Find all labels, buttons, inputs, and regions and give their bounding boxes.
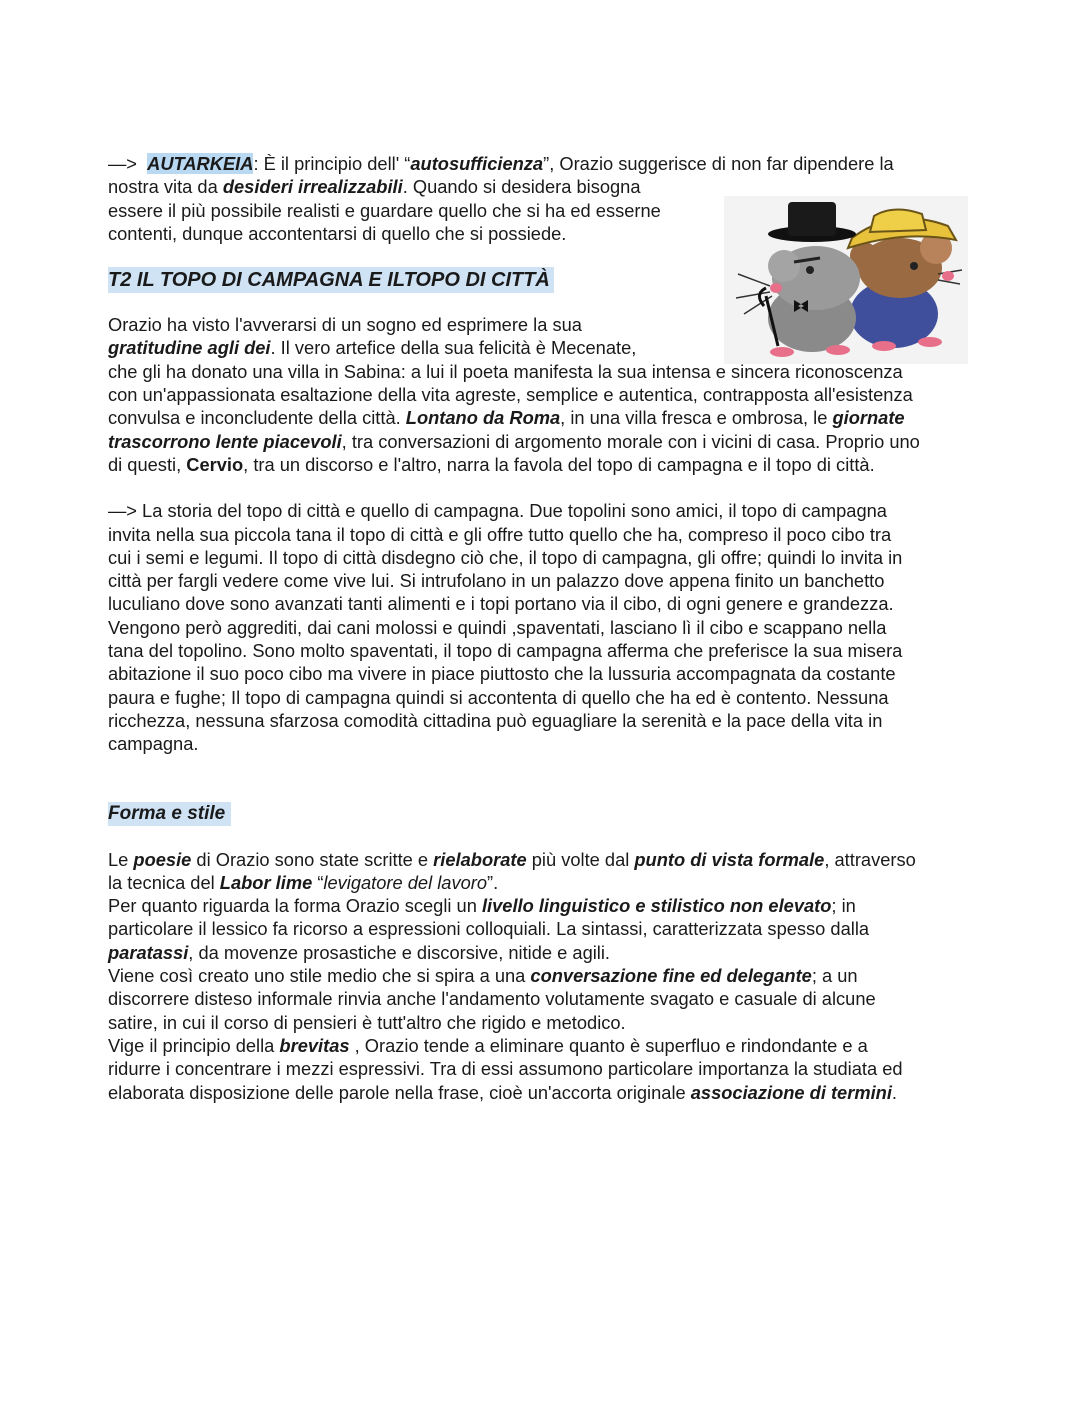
text-line: paura e fughe; Il topo di campagna quindi si accontenta di quello che ha ed è contento. Nessuna	[108, 686, 889, 708]
text-line: ridurre i concentrare i mezzi espressivi. Tra di essi assumono particolare importanza la studiata ed	[108, 1058, 903, 1080]
text-line: Vige il principio della brevitas , Orazio tende a eliminare quanto è superfluo e rindondante e a	[108, 1034, 868, 1056]
text-line: elaborata disposizione delle parole nella frase, cioè un'accorta originale associazione di termini.	[108, 1081, 898, 1103]
text-line: la tecnica del Labor lime “levigatore del lavoro”.	[108, 871, 499, 893]
text-line: contenti, dunque accontentarsi di quello che si possiede.	[108, 222, 567, 244]
text-line: invita nella sua piccola tana il topo di città e gli offre tutto quello che ha, compreso il poco cibo tra	[108, 523, 892, 545]
text-line: convulsa e inconcludente della città. Lontano da Roma, in una villa fresca e ombrosa, le giornate	[108, 407, 905, 429]
forma-heading: Forma e stile	[108, 802, 231, 826]
text-line: cui i semi e legumi. Il topo di città disdegno ciò che, il topo di campagna, gli offre; quindi lo invita in	[108, 546, 903, 568]
text-line: abitazione il suo poco cibo ma vivere in piace piuttosto che la lussuria accompagnata da costante	[108, 663, 896, 685]
text-line: Le poesie di Orazio sono state scritte e rielaborate più volte dal punto di vista formale, attraverso	[108, 848, 916, 870]
forma-paragraph	[108, 848, 978, 1104]
text-line: trascorrono lente piacevoli, tra conversazioni di argomento morale con i vicini di casa. Proprio uno	[108, 430, 920, 452]
text-line: che gli ha donato una villa in Sabina: a lui il poeta manifesta la sua intensa e sincera riconoscenza	[108, 360, 903, 382]
text-line: Per quanto riguarda la forma Orazio scegli un livello linguistico e stilistico non elevato; in	[108, 895, 856, 917]
text-line: campagna.	[108, 733, 199, 755]
text-line: luculiano dove sono avanzati tanti alimenti e i topi portano via il cibo, di ogni genere e grandezza.	[108, 593, 894, 615]
text-line: nostra vita da desideri irrealizzabili. Quando si desidera bisogna	[108, 176, 641, 198]
text-line: paratassi, da movenze prosastiche e discorsive, nitide e agili.	[108, 941, 610, 963]
text-line: ricchezza, nessuna sfarzosa comodità cittadina può eguagliare la serenità e la pace della vita in	[108, 709, 883, 731]
text-line: gratitudine agli dei. Il vero artefice della sua felicità è Mecenate,	[108, 337, 637, 359]
autarkeia-term: AUTARKEIA	[147, 153, 254, 174]
text-line: satire, in cui il corso di pensieri è tutt'altro che rigido e metodico.	[108, 1011, 626, 1033]
t2-heading-wrap	[108, 267, 978, 293]
text-line: —> La storia del topo di città e quello di campagna. Due topolini sono amici, il topo di campagna	[108, 500, 887, 522]
text-line: città per fargli vedere come vive lui. Si intrufolano in un palazzo dove appena finito un banchetto	[108, 570, 885, 592]
text-line: discorrere disteso informale rinvia anche l'andamento volutamente svagato e casuale di alcune	[108, 988, 876, 1010]
text-line: Vengono però aggrediti, dai cani molossi e quindi ,spaventati, lasciano lì il cibo e scappano nella	[108, 616, 887, 638]
intro-paragraph	[108, 313, 978, 476]
text-line: di questi, Cervio, tra un discorso e l'altro, narra la favola del topo di campagna e il topo di città.	[108, 453, 875, 475]
autarkeia-paragraph	[108, 152, 978, 245]
text-line: Orazio ha visto l'avverarsi di un sogno ed esprimere la sua	[108, 314, 582, 336]
story-paragraph	[108, 499, 978, 755]
text-line: essere il più possibile realisti e guardare quello che si ha ed esserne	[108, 199, 661, 221]
forma-heading-wrap	[108, 802, 978, 826]
text-line: con un'appassionata esaltazione della vita agreste, semplice e autentica, contrapposta all'esistenza	[108, 384, 913, 406]
text-line: Viene così creato uno stile medio che si spira a una conversazione fine ed delegante; a un	[108, 965, 858, 987]
text-line: tana del topolino. Sono molto spaventati, il topo di campagna afferma che preferisce la sua misera	[108, 640, 903, 662]
text-line: particolare il lessico fa ricorso a espressioni colloquiali. La sintassi, caratterizzata spesso dalla	[108, 918, 870, 940]
document-page	[108, 152, 978, 1104]
t2-heading: T2 IL TOPO DI CAMPAGNA E ILTOPO DI CITTÀ	[108, 267, 554, 293]
text-line: —> AUTARKEIA: È il principio dell' “autosufficienza”, Orazio suggerisce di non far dipendere la	[108, 153, 894, 174]
